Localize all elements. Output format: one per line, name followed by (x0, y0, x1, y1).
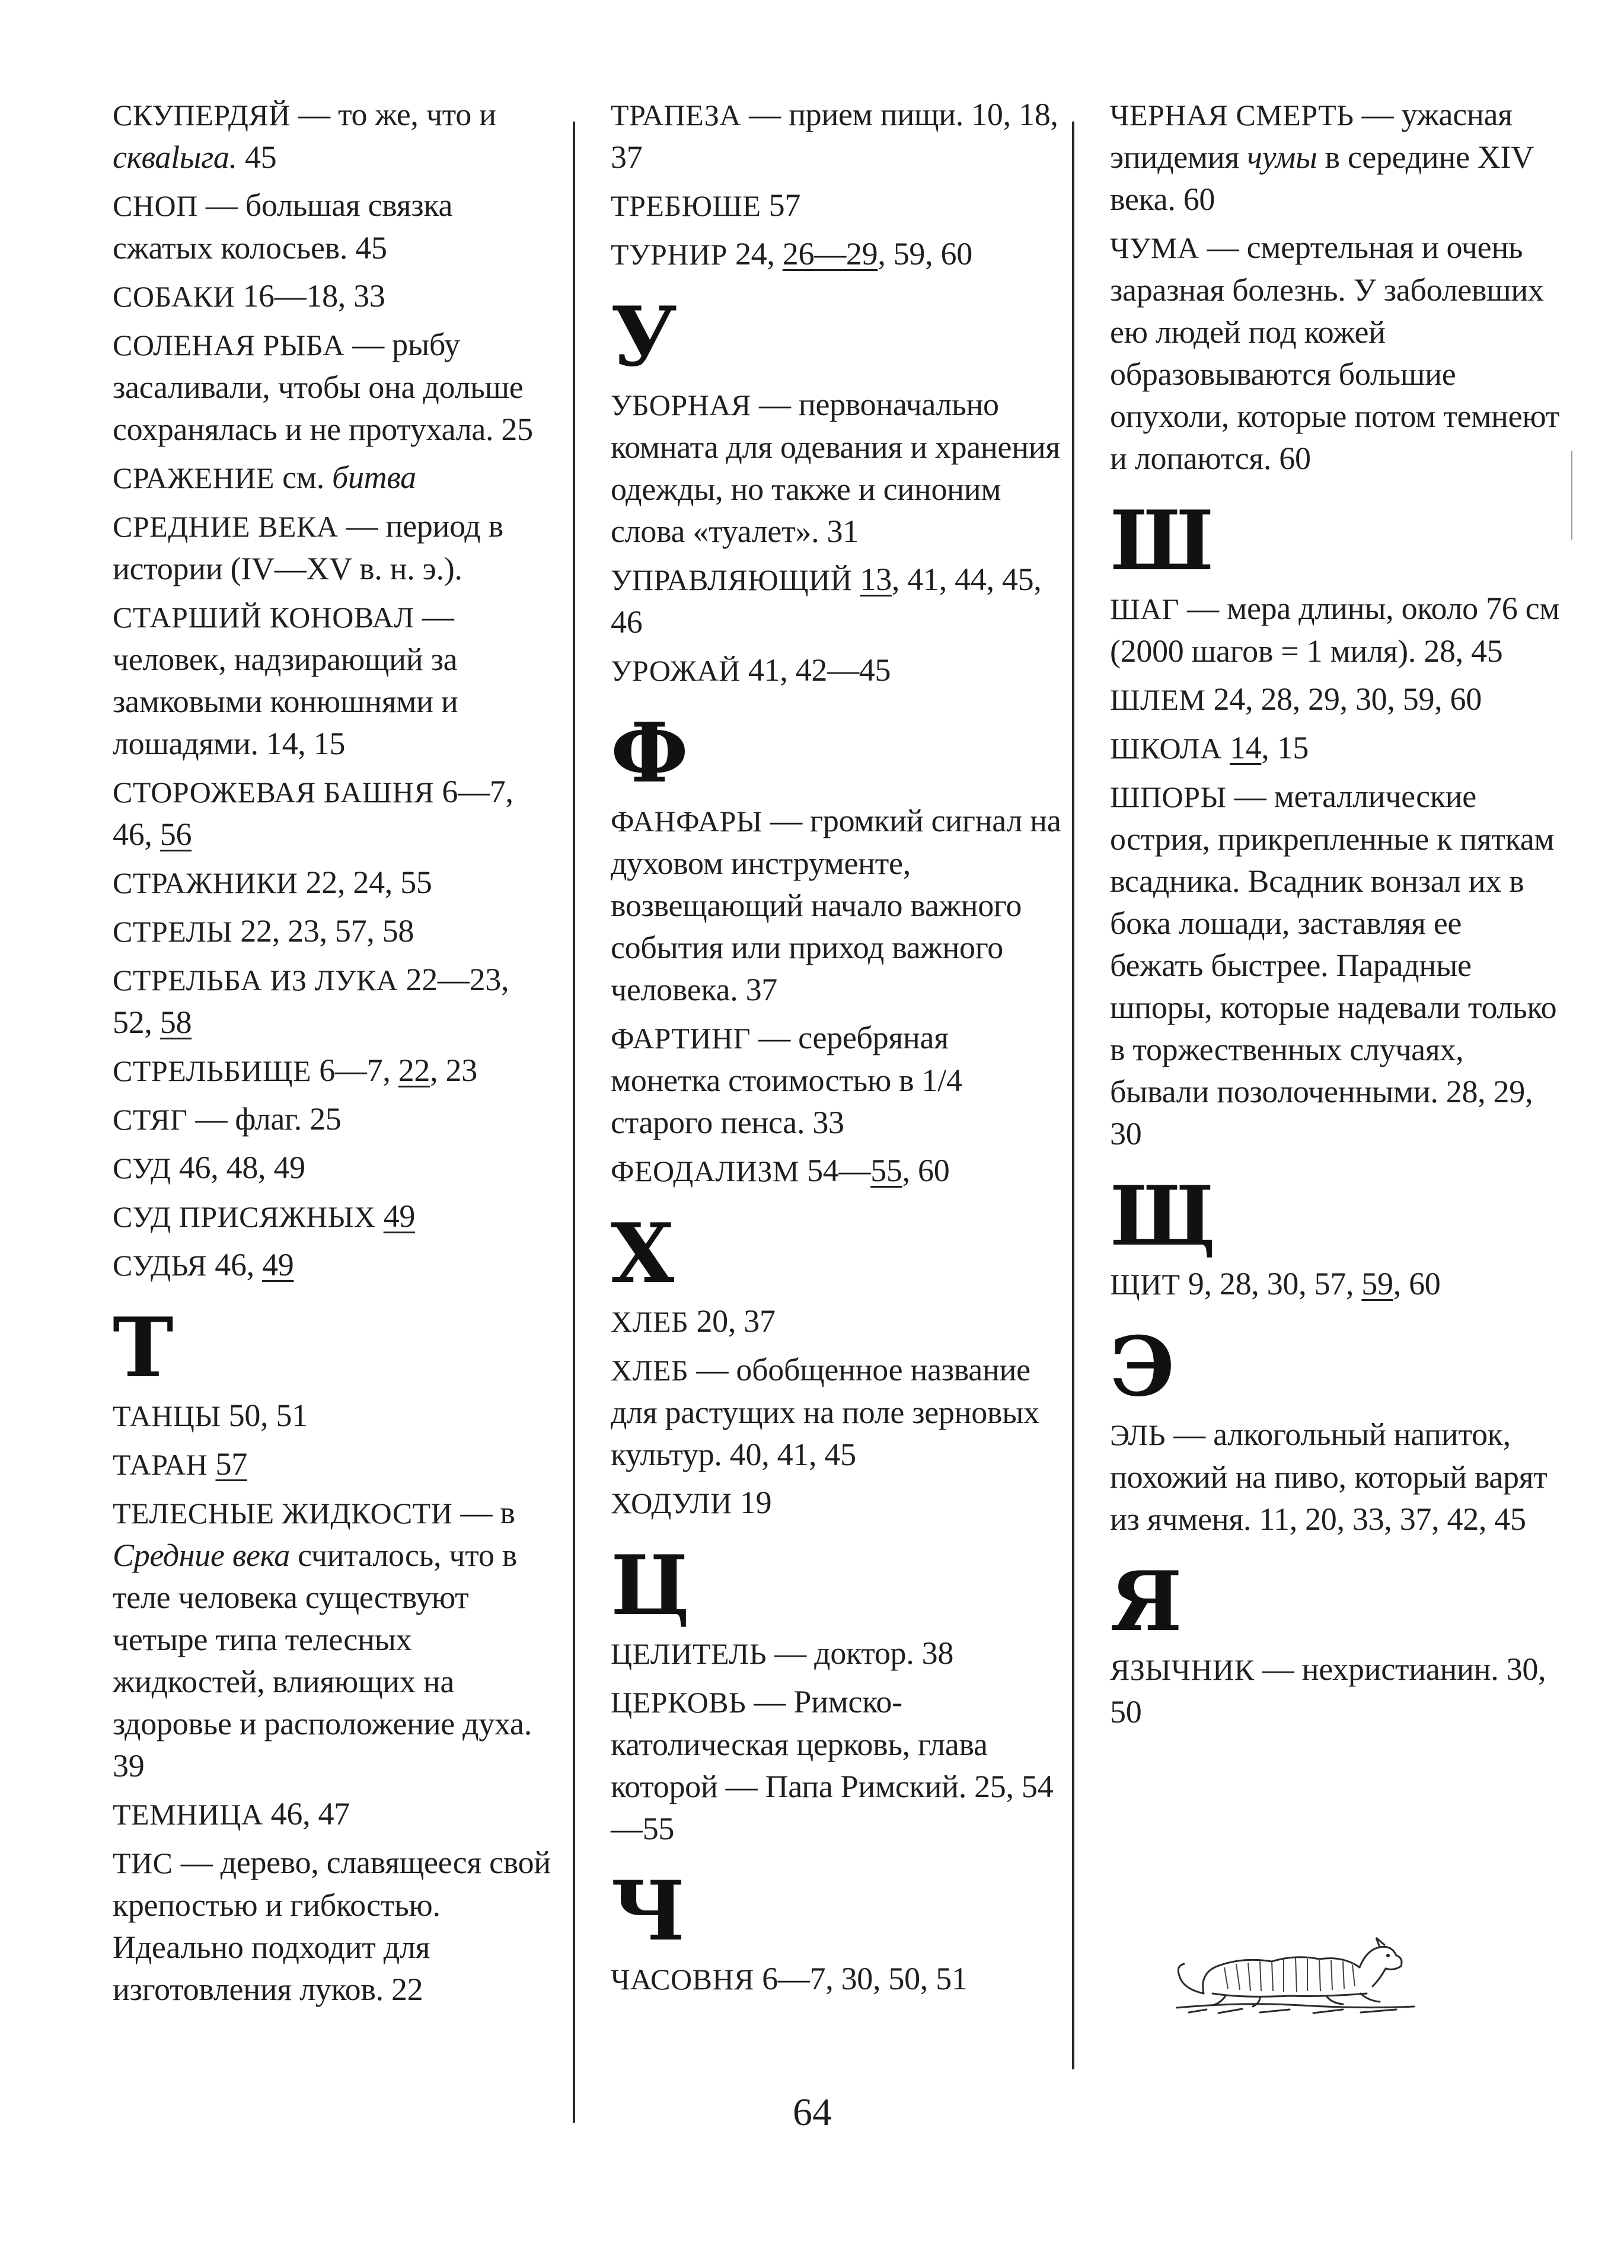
entry-term: СТОРОЖЕВАЯ БАШНЯ (113, 776, 435, 809)
index-entry (611, 1632, 1061, 1675)
entry-text: 57 (761, 187, 801, 223)
entry-text: 22, 24, 55 (298, 865, 432, 900)
page-ref-main: 49 (262, 1247, 294, 1283)
index-entry (113, 596, 551, 765)
index-column-3 (1110, 94, 1561, 1739)
index-entry (611, 1681, 1061, 1850)
entry-text: — доктор. 38 (767, 1635, 954, 1671)
entry-term: ТАРАН (113, 1448, 208, 1481)
entry-text: — первоначально комната для одевания и хранения одежды, но также и синоним слова «туалет». 31 (611, 387, 1060, 549)
entry-term: ТЕМНИЦА (113, 1798, 263, 1831)
entry-term: ШЛЕМ (1110, 683, 1206, 716)
entry-text: — металлические острия, прикрепленные к пяткам всадника. Всадник вонзал их в бока лошади, заставляя ее бежать быстрее. Парадные шпоры, которые надевали только в торжественных случаях, бывали позолоченными. 28, 29, 30 (1110, 779, 1557, 1151)
entry-term: СТЯГ (113, 1103, 188, 1136)
index-entry (113, 94, 551, 178)
entry-text: — громкий сигнал на духовом инструменте, возвещающий начало важного события или приход важного человека. 37 (611, 803, 1061, 1007)
entry-text: 6—7, (311, 1052, 398, 1088)
index-entry (113, 1050, 551, 1092)
entry-term: ШПОРЫ (1110, 780, 1227, 814)
index-entry (113, 324, 551, 451)
section-letter: Ш (1110, 492, 1214, 589)
entry-term: ФАРТИНГ (611, 1022, 751, 1055)
entry-term: СОБАКИ (113, 280, 235, 313)
section-letter: Х (611, 1205, 675, 1302)
index-entry (611, 559, 1061, 643)
entry-text (376, 1198, 384, 1234)
index-entry (611, 184, 1061, 227)
cross-reference: битва (332, 460, 416, 495)
index-entry (1110, 1263, 1561, 1306)
index-entry (113, 505, 551, 590)
entry-term: ЯЗЫЧНИК (1110, 1653, 1255, 1686)
index-entry (1110, 678, 1561, 721)
entry-term: ЭЛЬ (1110, 1418, 1166, 1452)
entry-text (852, 562, 860, 597)
entry-text: 24, (727, 236, 783, 272)
entry-text: — обобщенное название для растущих на поле зерновых культур. 40, 41, 45 (611, 1352, 1039, 1472)
index-entry (113, 771, 551, 856)
entry-term: ТАНЦЫ (113, 1399, 221, 1433)
entry-term: ТРАПЕЗА (611, 98, 741, 132)
index-entry (113, 1793, 551, 1836)
entry-text: , 60 (902, 1153, 950, 1188)
index-column-1 (113, 94, 551, 2017)
entry-term: ШАГ (1110, 592, 1179, 626)
entry-term: ТУРНИР (611, 238, 728, 271)
entry-term: ТРЕБЮШЕ (611, 189, 761, 222)
entry-term: ХОДУЛИ (611, 1487, 732, 1520)
entry-text: , 59, 60 (878, 236, 972, 272)
entry-term: СТАРШИЙ КОНОВАЛ (113, 601, 414, 634)
index-entry (611, 649, 1061, 692)
index-entry (1110, 1648, 1561, 1733)
entry-text: — серебряная монетка стоимостью в 1/4 старого пенса. 33 (611, 1020, 962, 1140)
index-entry (113, 1098, 551, 1141)
entry-term: СРАЖЕНИЕ (113, 461, 275, 495)
page-ref-main: 55 (870, 1153, 902, 1188)
index-entry (113, 184, 551, 269)
entry-text: 41, 42—45 (740, 652, 891, 688)
section-letter: Я (1110, 1553, 1182, 1650)
entry-text: 54— (799, 1153, 871, 1188)
entry-text: считалось, что в теле человека существуют четыре типа телесных жидкостей, влияющих на здоровье и расположение духа. 39 (113, 1537, 532, 1784)
entry-term: СНОП (113, 189, 198, 222)
entry-term: ШКОЛА (1110, 732, 1222, 765)
entry-text: — флаг. 25 (187, 1101, 342, 1137)
entry-term: СУД ПРИСЯЖНЫХ (113, 1200, 376, 1233)
entry-text: 45 (237, 139, 277, 175)
index-entry (113, 910, 551, 953)
entry-text: , 41, 44, 45, 46 (611, 562, 1042, 640)
index-entry (1110, 227, 1561, 480)
index-entry (113, 1244, 551, 1287)
entry-text: см. (274, 460, 333, 495)
section-letter: Ц (611, 1537, 690, 1634)
column-divider (573, 122, 575, 2123)
entry-term: СТРЕЛЫ (113, 915, 233, 948)
entry-term: СКУПЕРДЯЙ (113, 98, 291, 132)
entry-text: — то же, что и (290, 97, 496, 132)
index-entry (611, 1300, 1061, 1343)
index-column-2 (611, 94, 1061, 2007)
entry-term: ФЕОДАЛИЗМ (611, 1154, 799, 1188)
index-entry (1110, 588, 1561, 672)
index-entry (611, 384, 1061, 553)
entry-text: — ужасная эпидемия (1110, 97, 1513, 175)
entry-text: — смертельная и очень заразная болезнь. У заболевших ею людей под кожей образовываются большие опухоли, которые потом темнеют и лопаются. 60 (1110, 229, 1559, 476)
entry-text: 6—7, 46, (113, 774, 513, 852)
index-entry (113, 959, 551, 1044)
entry-text: , 60 (1393, 1266, 1441, 1302)
page-ref-main: 14 (1229, 730, 1262, 765)
section-letter: Щ (1110, 1168, 1216, 1264)
index-entry (113, 1842, 551, 2011)
cross-reference: Средние века (113, 1537, 290, 1573)
entry-text: 46, 47 (263, 1796, 350, 1832)
entry-text: 22—23, 52, (113, 962, 509, 1040)
entry-term: УБОРНАЯ (611, 388, 751, 422)
index-entry (611, 1349, 1061, 1476)
entry-term: СУДЬЯ (113, 1249, 208, 1282)
index-entry (611, 1150, 1061, 1192)
edge-mark (1571, 451, 1572, 540)
page-ref-main: 56 (159, 816, 192, 852)
entry-text: 24, 28, 29, 30, 59, 60 (1205, 681, 1482, 717)
entry-term: ЦЕРКОВЬ (611, 1686, 746, 1719)
column-divider (1072, 122, 1074, 2069)
entry-text: — в (452, 1495, 515, 1530)
entry-term: ЦЕЛИТЕЛЬ (611, 1637, 767, 1670)
entry-text: 50, 51 (221, 1398, 308, 1433)
entry-text: 46, (207, 1247, 263, 1283)
index-entry (1110, 1414, 1561, 1540)
entry-text: — прием пищи. 10, 18, 37 (611, 97, 1058, 175)
page-ref-main: 59 (1361, 1266, 1393, 1302)
entry-term: ТЕЛЕСНЫЕ ЖИДКОСТИ (113, 1497, 453, 1530)
page-ref-main: 49 (383, 1198, 416, 1234)
index-entry (611, 94, 1061, 178)
entry-text: в середине XIV века. 60 (1110, 139, 1533, 217)
index-entry (113, 1443, 551, 1486)
index-entry (113, 457, 551, 499)
entry-term: ФАНФАРЫ (611, 805, 762, 838)
entry-term: СОЛЕНАЯ РЫБА (113, 328, 345, 362)
cross-reference: скваlыга. (113, 139, 237, 175)
index-entry (1110, 727, 1561, 770)
entry-text: 16—18, 33 (235, 278, 385, 314)
entry-text (1222, 730, 1230, 765)
entry-text: — мера длины, около 76 см (2000 шагов = 1 миля). 28, 45 (1110, 591, 1560, 669)
section-letter: Э (1110, 1318, 1175, 1415)
entry-term: ЧЕРНАЯ СМЕРТЬ (1110, 98, 1354, 132)
index-entry (113, 862, 551, 904)
entry-term: ЩИТ (1110, 1268, 1180, 1301)
entry-term: СТРЕЛЬБА ИЗ ЛУКА (113, 964, 398, 997)
index-entry (611, 1017, 1061, 1144)
entry-text: — дерево, славящееся свой крепостью и гибкостью. Идеально подходит для изготовления луков. 22 (113, 1845, 551, 2007)
index-entry (113, 1492, 551, 1787)
entry-text: 6—7, 30, 50, 51 (754, 1961, 968, 1996)
entry-text: , 23 (430, 1052, 477, 1088)
entry-term: УПРАВЛЯЮЩИЙ (611, 563, 853, 596)
page-ref-main: 26—29 (782, 236, 878, 272)
entry-term: СТРАЖНИКИ (113, 866, 298, 899)
entry-text: 19 (732, 1485, 772, 1520)
index-entry (611, 800, 1061, 1011)
entry-text: 20, 37 (688, 1303, 776, 1339)
index-entry (611, 1482, 1061, 1524)
entry-term: СТРЕЛЬБИЩЕ (113, 1054, 312, 1087)
entry-text: — нехристианин. 30, 50 (1110, 1651, 1546, 1730)
entry-text (208, 1446, 215, 1482)
entry-text: 46, 48, 49 (171, 1150, 305, 1185)
entry-text: , 15 (1261, 730, 1309, 765)
section-letter: Ч (611, 1862, 686, 1959)
index-entry (1110, 776, 1561, 1155)
entry-term: ЧУМА (1110, 231, 1199, 264)
entry-term: ХЛЕБ (611, 1305, 689, 1338)
entry-text: — период в истории (IV—XV в. н. э.). (113, 508, 503, 586)
entry-term: ЧАСОВНЯ (611, 1963, 754, 1996)
entry-text: — большая связка сжатых колосьев. 45 (113, 187, 453, 266)
entry-term: ТИС (113, 1846, 173, 1880)
entry-text: 9, 28, 30, 57, (1180, 1266, 1362, 1302)
index-entry (611, 233, 1061, 276)
dog-icon (1171, 1932, 1420, 2021)
index-entry (113, 1147, 551, 1189)
cross-reference: чумы (1247, 139, 1317, 175)
index-entry (1110, 94, 1561, 221)
index-entry (113, 275, 551, 318)
page-ref-main: 57 (215, 1446, 247, 1482)
section-letter: Т (113, 1299, 174, 1396)
entry-term: СРЕДНИЕ ВЕКА (113, 510, 339, 543)
entry-text: — Римско-католическая церковь, глава которой — Папа Римский. 25, 54—55 (611, 1684, 1054, 1846)
entry-text: — алкогольный напиток, похожий на пиво, который варят из ячменя. 11, 20, 33, 37, 42, 45 (1110, 1417, 1548, 1537)
entry-term: УРОЖАЙ (611, 654, 741, 687)
section-letter: У (611, 288, 677, 385)
index-entry (113, 1395, 551, 1437)
entry-term: ХЛЕБ (611, 1354, 689, 1387)
index-entry (113, 1195, 551, 1238)
section-letter: Ф (611, 704, 688, 801)
page-number: 64 (793, 2091, 832, 2134)
index-entry (611, 1958, 1061, 2001)
page-ref-main: 13 (860, 562, 892, 597)
entry-text: — человек, надзирающий за замковыми конюшнями и лошадями. 14, 15 (113, 599, 458, 761)
entry-text: — рыбу засаливали, чтобы она дольше сохранялась и не протухала. 25 (113, 327, 533, 447)
page-ref-main: 22 (398, 1052, 430, 1088)
entry-term: СУД (113, 1151, 171, 1185)
entry-text: 22, 23, 57, 58 (232, 913, 414, 949)
page-ref-main: 58 (159, 1004, 192, 1040)
